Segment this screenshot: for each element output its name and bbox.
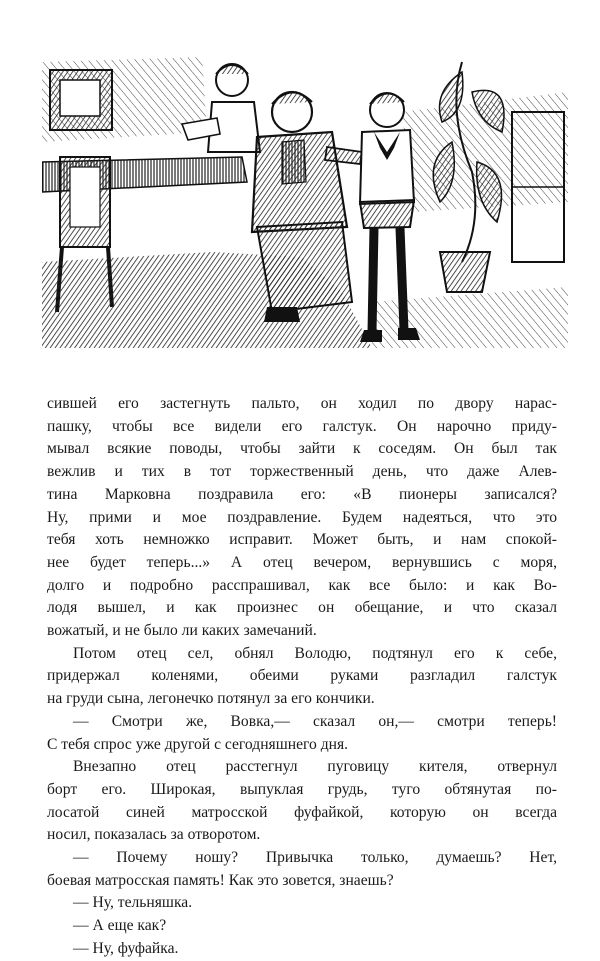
text-line: Потом отец сел, обнял Володю, подтянул его к себе, — [73, 644, 557, 662]
text-line: — Ну, тельняшка. — [73, 894, 193, 912]
text-line: лодя вышел, и как произнес он обещание, и что сказал — [47, 599, 557, 617]
book-text — [47, 393, 557, 961]
text-line: лосатой синей матросской фуфайкой, которую он всегда — [47, 803, 557, 821]
text-line: долго и подробно расспрашивал, как все было: и как Во- — [47, 576, 557, 594]
text-line: боевая матросская память! Как это зовется, знаешь? — [47, 871, 394, 889]
text-line: — Ну, фуфайка. — [73, 939, 179, 957]
text-line: носил, показалась за отворотом. — [47, 826, 261, 844]
striped-vest — [282, 140, 306, 184]
text-line: на груди сына, легонечко потянул за его кончики. — [47, 690, 375, 708]
text-line: вежлив и тих в тот торжественный день, что даже Алев- — [47, 463, 557, 481]
text-line: С тебя спрос уже другой с сегодняшнего дня. — [47, 735, 349, 753]
text-line: Внезапно отец расстегнул пуговицу кителя, отвернул — [73, 758, 557, 776]
text-line: Ну, прими и мое поздравление. Будем надеяться, что это — [47, 508, 557, 526]
text-line: придержал коленями, обеими руками разгладил галстук — [47, 667, 557, 685]
pioneer-scene-drawing — [42, 52, 568, 348]
text-line: сившей его застегнуть пальто, он ходил по двору нарас- — [47, 395, 557, 412]
text-line: борт его. Широкая, выпуклая грудь, туго обтянутая по- — [47, 780, 557, 798]
text-line: мывал всякие поводы, чтобы зайти к соседям. Он был так — [47, 440, 557, 458]
father-legs — [257, 222, 352, 312]
text-line: вожатый, и не было ли каких замечаний. — [47, 622, 317, 640]
flower-pot — [440, 252, 490, 292]
text-line: нее будет теперь...» А отец вечером, вернувшись с моря, — [47, 553, 557, 571]
text-line: тебя хоть немножко исправит. Может быть, и нам спокой- — [47, 531, 557, 549]
boy-shorts — [360, 200, 414, 228]
text-line: тина Марковна поздравила его: «В пионеры записался? — [47, 485, 557, 503]
text-line: — Смотри же, Вовка,— сказал он,— смотри теперь! — [73, 712, 557, 730]
book-illustration — [42, 52, 568, 348]
text-line: пашку, чтобы все видели его галстук. Он нарочно приду- — [47, 417, 557, 435]
text-line: — А еще как? — [73, 917, 167, 935]
text-line: — Почему ношу? Привычка только, думаешь? Нет, — [73, 849, 557, 867]
boy-shirt — [360, 130, 414, 204]
